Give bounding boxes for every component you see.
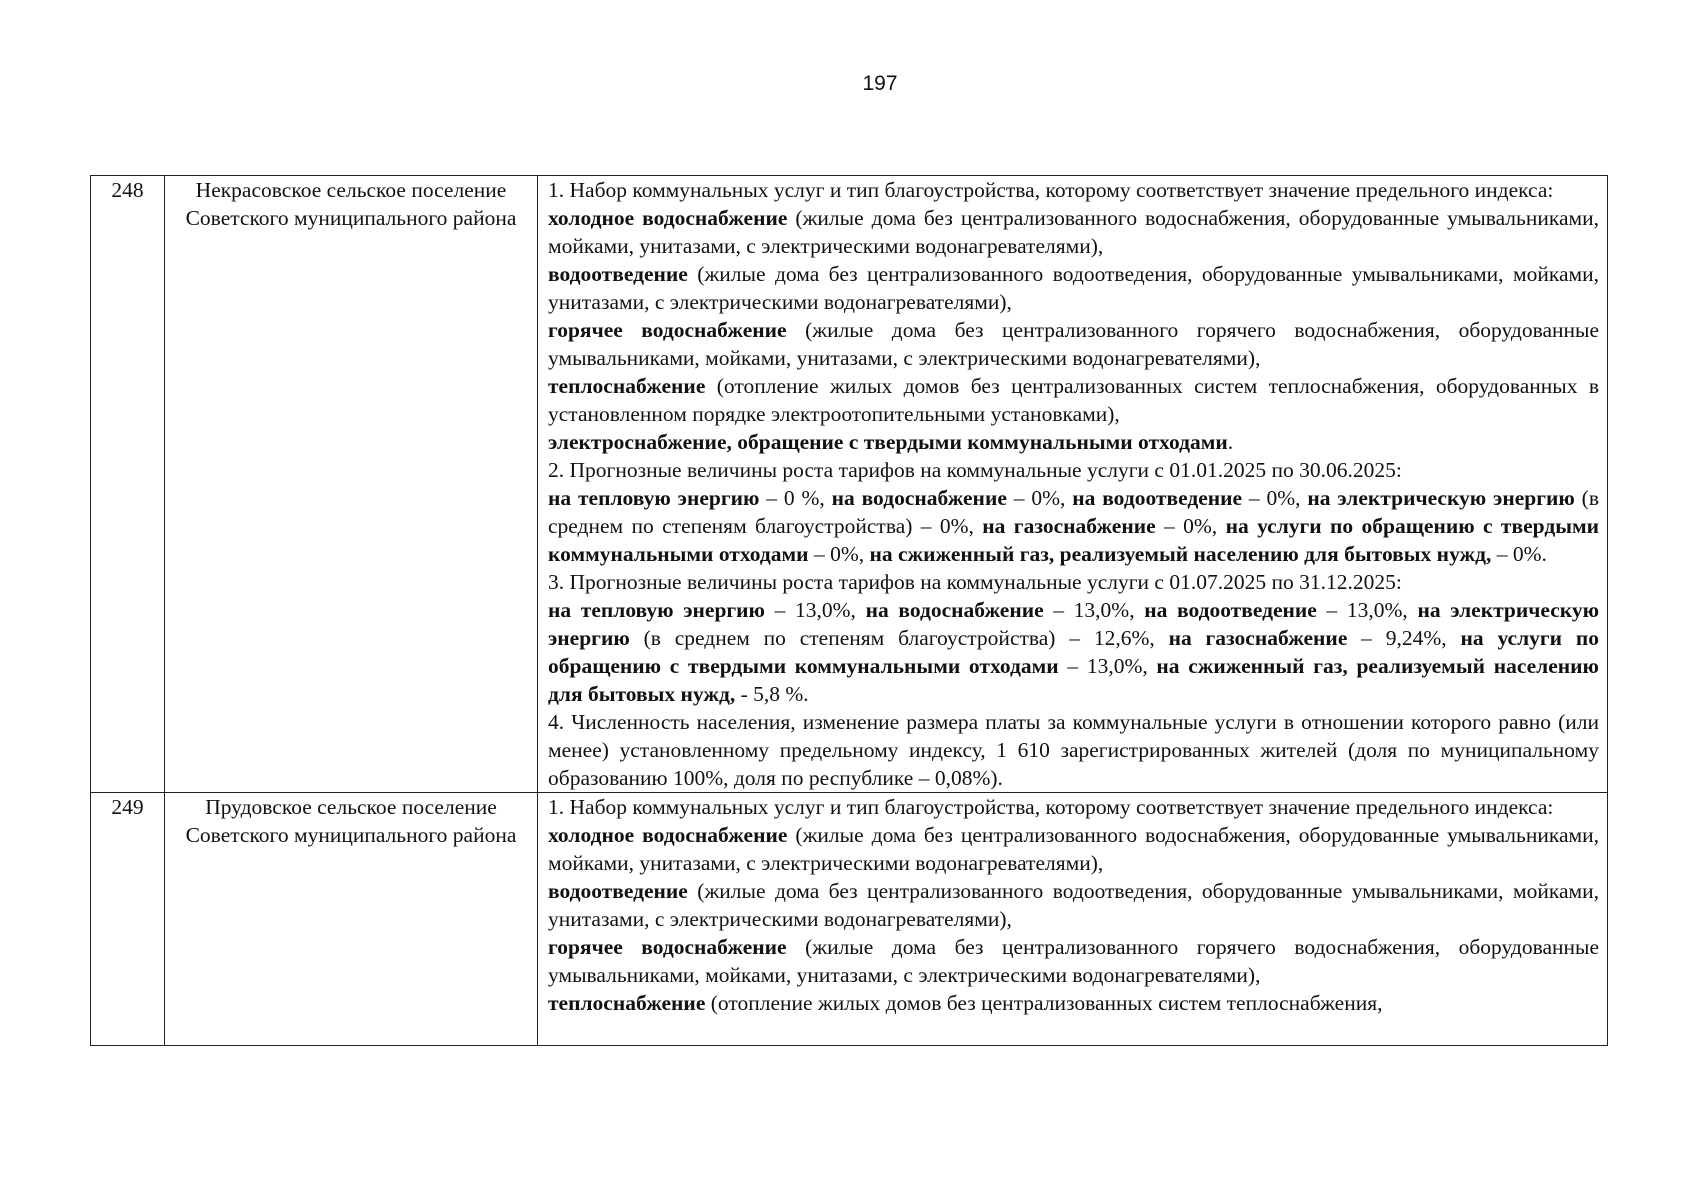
row-description — [538, 176, 1608, 793]
service-heating: теплоснабжение (отопление жилых домов без централизованных систем теплоснабжения, — [548, 991, 1383, 1015]
page-number: 197 — [862, 72, 898, 95]
row-description-clip — [548, 793, 1599, 1045]
tariffs-h1-intro: 2. Прогнозные величины роста тарифов на коммунальные услуги с 01.01.2025 по 30.06.2025: — [548, 458, 1402, 482]
row-description — [538, 793, 1608, 1046]
service-hot-water: горячее водоснабжение (жилые дома без централизованного горячего водоснабжения, оборудованные умывальниками, мойками, унитазами, с электрическими водонагревателями), — [548, 318, 1599, 370]
row-number: 249 — [91, 793, 165, 1046]
services-intro: 1. Набор коммунальных услуг и тип благоустройства, которому соответствует значение предельного индекса: — [548, 178, 1554, 202]
settlement-name: Некрасовское сельское поселение Советского муниципального района — [165, 176, 538, 793]
service-electricity-waste: электроснабжение, обращение с твердыми коммунальными отходами. — [548, 430, 1234, 454]
service-cold-water: холодное водоснабжение (жилые дома без централизованного водоснабжения, оборудованные умывальниками, мойками, унитазами, с электрическими водонагревателями), — [548, 823, 1599, 875]
population-info: 4. Численность населения, изменение размера платы за коммунальные услуги в отношении которого равно (или менее) установленному предельному индексу, 1 610 зарегистрированных жителей (доля по муниципальному образованию 100%, доля по республике – 0,08%). — [548, 710, 1599, 790]
tariffs-h1-values: на тепловую энергию – 0 %, на водоснабжение – 0%, на водоотведение – 0%, на электрическую энергию (в среднем по степеням благоустройства) – 0%, на газоснабжение – 0%, на услуги по обращению с твердыми коммунальными отходами – 0%, на сжиженный газ, реализуемый населению для бытовых нужд, – 0%. — [548, 486, 1600, 566]
table-row — [91, 793, 1608, 1046]
row-number: 248 — [91, 176, 165, 793]
service-cold-water: холодное водоснабжение (жилые дома без централизованного водоснабжения, оборудованные умывальниками, мойками, унитазами, с электрическими водонагревателями), — [548, 206, 1599, 258]
settlements-table — [90, 175, 1608, 1046]
service-drainage: водоотведение (жилые дома без централизованного водоотведения, оборудованные умывальниками, мойками, унитазами, с электрическими водонагревателями), — [548, 879, 1599, 931]
settlement-name: Прудовское сельское поселение Советского муниципального района — [165, 793, 538, 1046]
service-heating: теплоснабжение (отопление жилых домов без централизованных систем теплоснабжения, оборудованных в установленном порядке электроотопительными установками), — [548, 374, 1599, 426]
tariffs-h2-intro: 3. Прогнозные величины роста тарифов на коммунальные услуги с 01.07.2025 по 31.12.2025: — [548, 570, 1402, 594]
service-hot-water: горячее водоснабжение (жилые дома без централизованного горячего водоснабжения, оборудованные умывальниками, мойками, унитазами, с электрическими водонагревателями), — [548, 935, 1599, 987]
service-drainage: водоотведение (жилые дома без централизованного водоотведения, оборудованные умывальниками, мойками, унитазами, с электрическими водонагревателями), — [548, 262, 1599, 314]
table-row — [91, 176, 1608, 793]
tariffs-h2-values: на тепловую энергию – 13,0%, на водоснабжение – 13,0%, на водоотведение – 13,0%, на электрическую энергию (в среднем по степеням благоустройства) – 12,6%, на газоснабжение – 9,24%, на услуги по обращению с твердыми коммунальными отходами – 13,0%, на сжиженный газ, реализуемый населению для бытовых нужд, - 5,8 %. — [548, 598, 1600, 706]
services-intro: 1. Набор коммунальных услуг и тип благоустройства, которому соответствует значение предельного индекса: — [548, 795, 1554, 819]
